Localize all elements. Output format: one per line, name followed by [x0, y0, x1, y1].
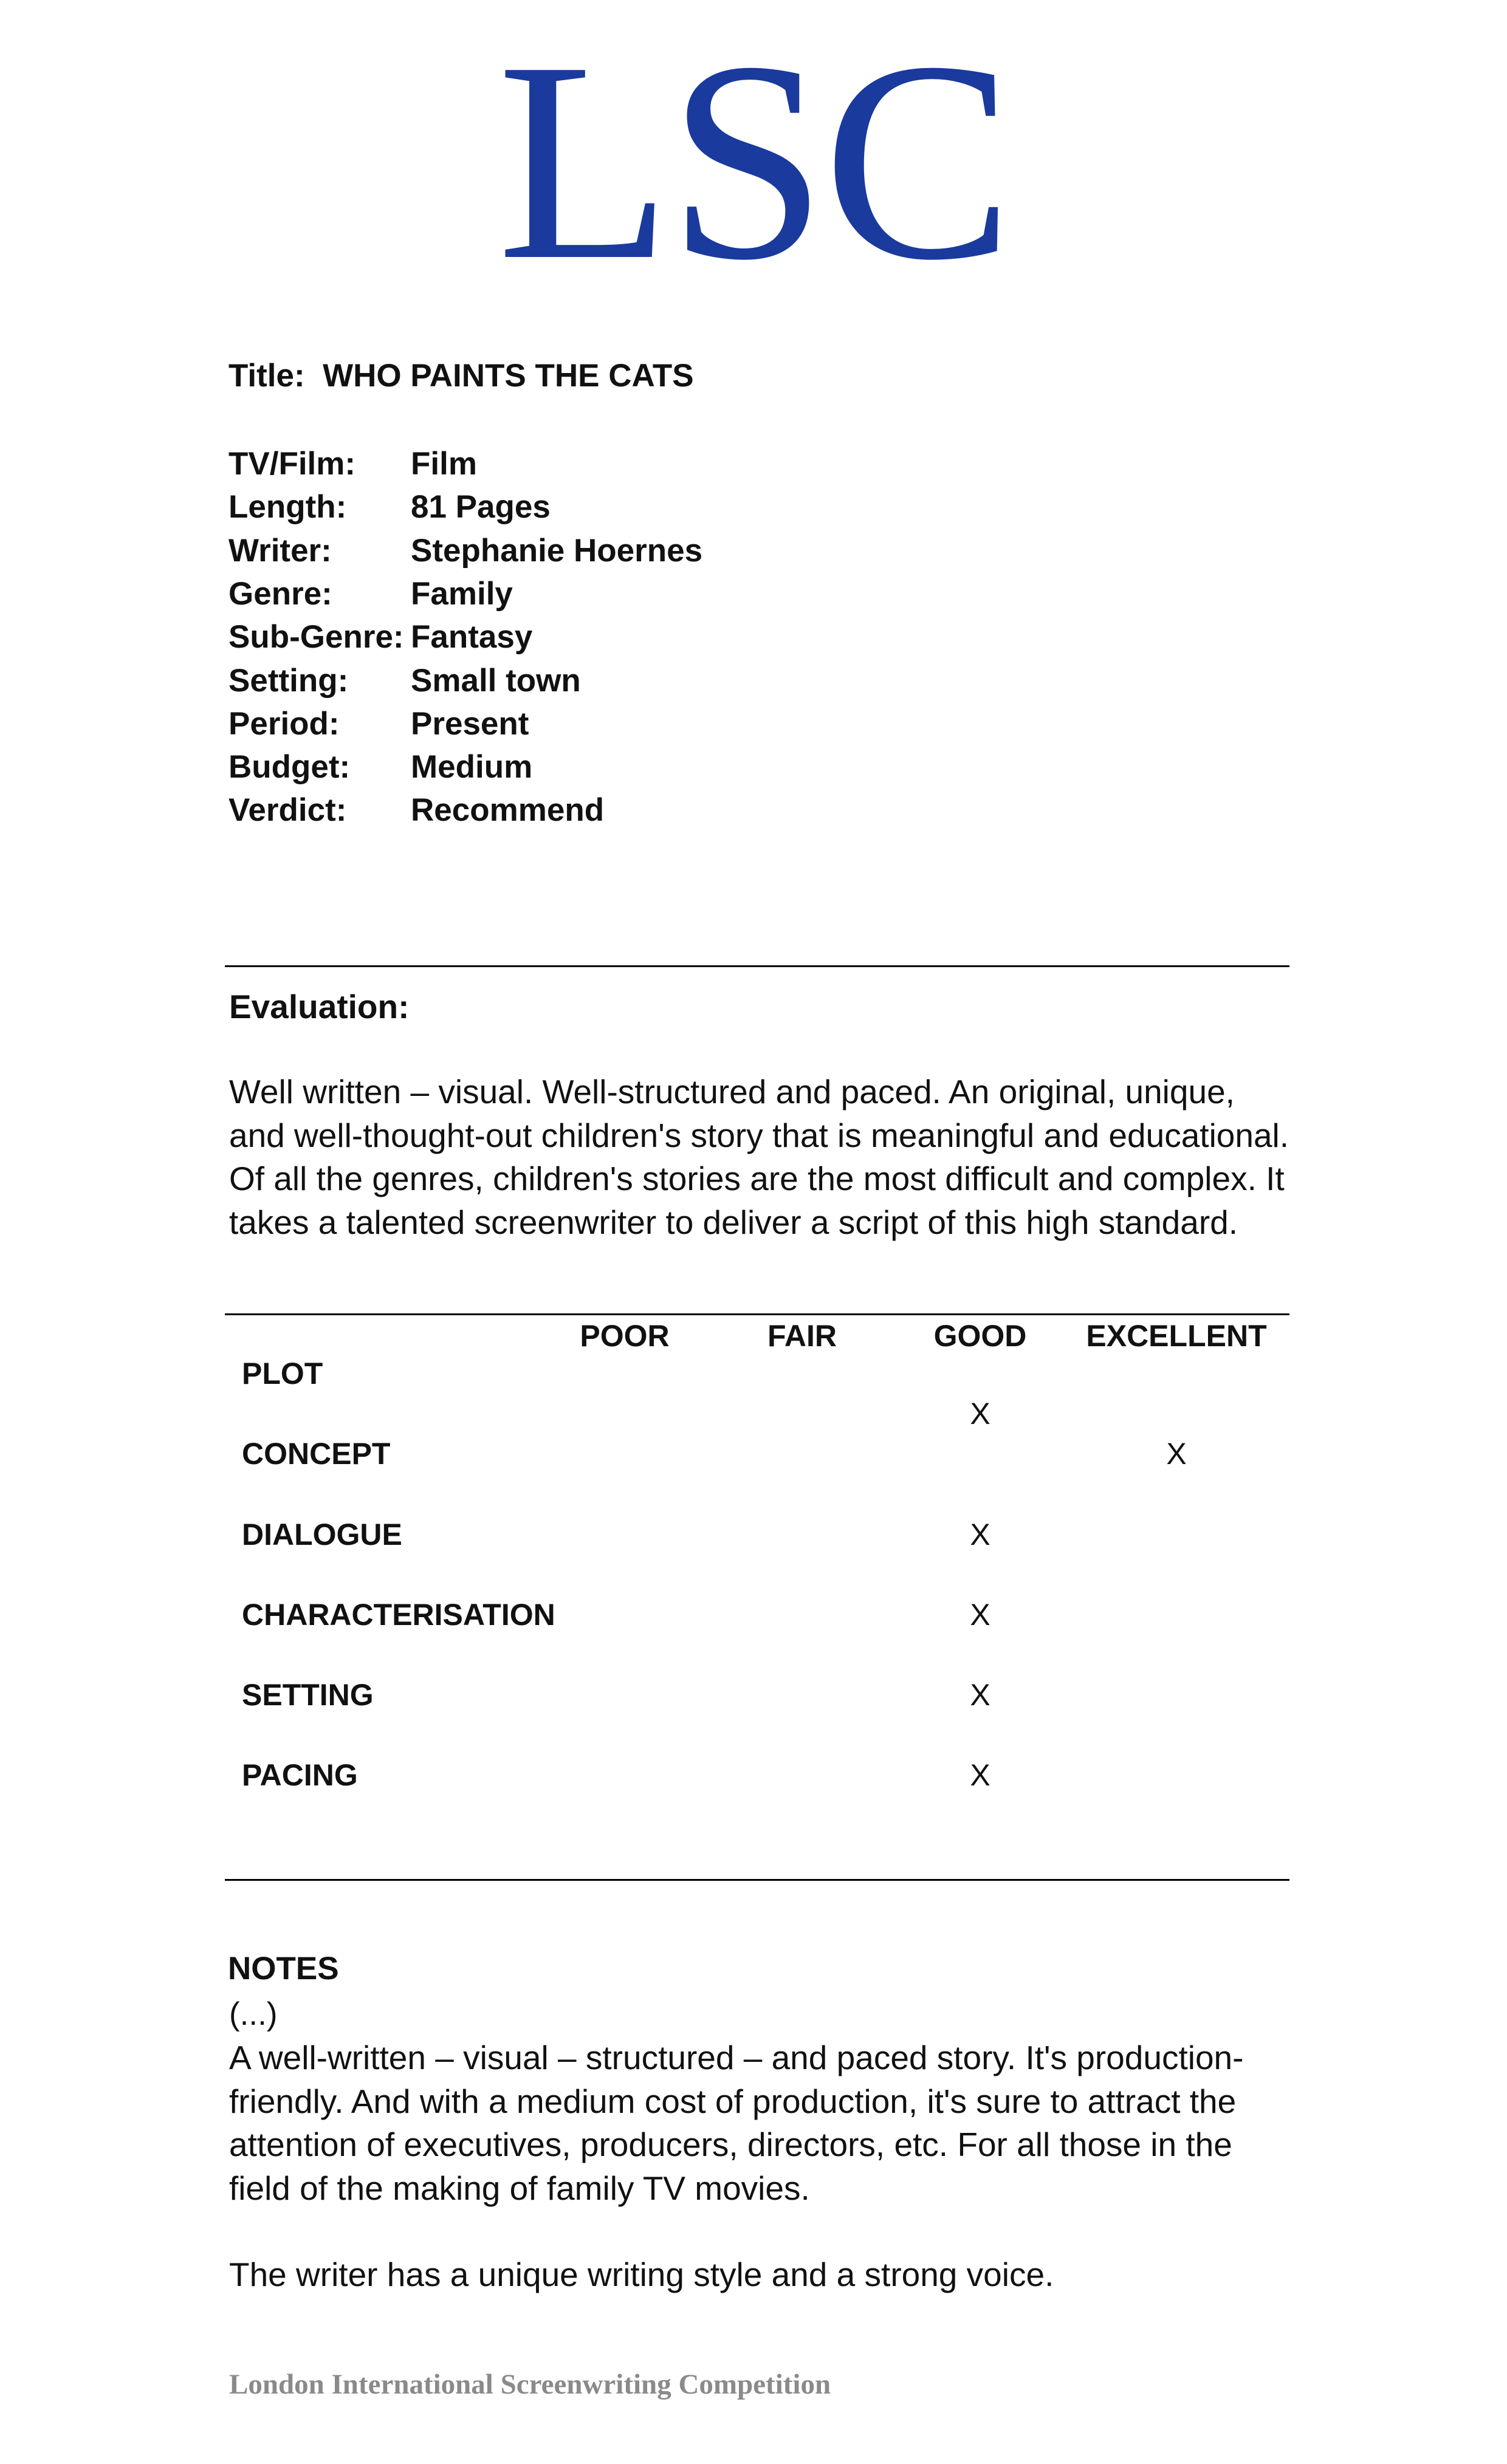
- rating-column-header: FAIR: [767, 1319, 837, 1353]
- notes-line: friendly. And with a medium cost of production, it's sure to attract the: [229, 2082, 1237, 2120]
- detail-value: Film: [411, 446, 477, 482]
- evaluation-text: [229, 1070, 1299, 1244]
- rating-column-header: GOOD: [933, 1319, 1027, 1353]
- rating-criterion: PACING: [242, 1758, 358, 1792]
- rating-mark: X: [1166, 1437, 1187, 1471]
- evaluation-line: Well written – visual. Well-structured and paced. An original, unique,: [229, 1073, 1235, 1111]
- detail-label: Writer:: [228, 532, 332, 569]
- evaluation-line: takes a talented screenwriter to deliver a script of this high standard.: [229, 1203, 1238, 1241]
- detail-value: Small town: [411, 662, 581, 699]
- rating-column-header: POOR: [580, 1319, 670, 1353]
- footer-competition-name: London International Screenwriting Competition: [229, 2369, 831, 2400]
- script-title: [228, 357, 694, 394]
- notes-line: A well-written – visual – structured – and paced story. It's production-: [229, 2039, 1244, 2076]
- divider: [225, 1879, 1289, 1881]
- notes-heading: NOTES: [228, 1951, 339, 1987]
- evaluation-line: Of all the genres, children's stories are the most difficult and complex. It: [229, 1160, 1285, 1197]
- detail-value: Family: [411, 575, 513, 612]
- detail-value: Medium: [411, 749, 533, 785]
- detail-value: 81 Pages: [411, 489, 551, 525]
- notes-line: field of the making of family TV movies.: [229, 2169, 810, 2207]
- rating-mark: X: [970, 1598, 990, 1632]
- notes-ellipsis: (...): [229, 1996, 278, 2032]
- rating-criterion: DIALOGUE: [242, 1518, 402, 1552]
- detail-value: Present: [411, 705, 529, 742]
- detail-label: Period:: [228, 705, 340, 742]
- notes-line: attention of executives, producers, directors, etc. For all those in the: [229, 2126, 1232, 2163]
- rating-criterion: SETTING: [242, 1678, 374, 1712]
- rating-column-header: EXCELLENT: [1086, 1319, 1267, 1353]
- rating-criterion: CONCEPT: [242, 1437, 391, 1471]
- detail-value: Fantasy: [411, 619, 533, 655]
- detail-label: Length:: [228, 489, 347, 525]
- detail-value: Recommend: [411, 792, 605, 829]
- detail-label: Setting:: [228, 662, 349, 699]
- divider: [225, 965, 1289, 967]
- detail-label: TV/Film:: [228, 446, 356, 482]
- detail-label: Budget:: [228, 749, 351, 785]
- rating-mark: X: [970, 1518, 990, 1552]
- rating-mark: X: [970, 1678, 990, 1712]
- rating-criterion: PLOT: [242, 1357, 323, 1391]
- notes-closing: The writer has a unique writing style and a strong voice.: [229, 2256, 1054, 2293]
- title-label: Title:: [228, 358, 305, 394]
- lsc-logo: LSC: [497, 2, 1010, 319]
- detail-label: Sub-Genre:: [228, 619, 404, 655]
- rating-mark: X: [970, 1397, 990, 1431]
- title-value: WHO PAINTS THE CATS: [323, 358, 694, 394]
- detail-label: Verdict:: [228, 792, 347, 829]
- divider: [225, 1313, 1289, 1315]
- notes-text: [229, 2036, 1299, 2210]
- rating-mark: X: [970, 1758, 990, 1792]
- evaluation-heading: Evaluation:: [229, 988, 410, 1025]
- rating-criterion: CHARACTERISATION: [242, 1598, 555, 1632]
- evaluation-line: and well-thought-out children's story that is meaningful and educational.: [229, 1116, 1289, 1154]
- detail-value: Stephanie Hoernes: [411, 532, 703, 569]
- detail-label: Genre:: [228, 575, 332, 612]
